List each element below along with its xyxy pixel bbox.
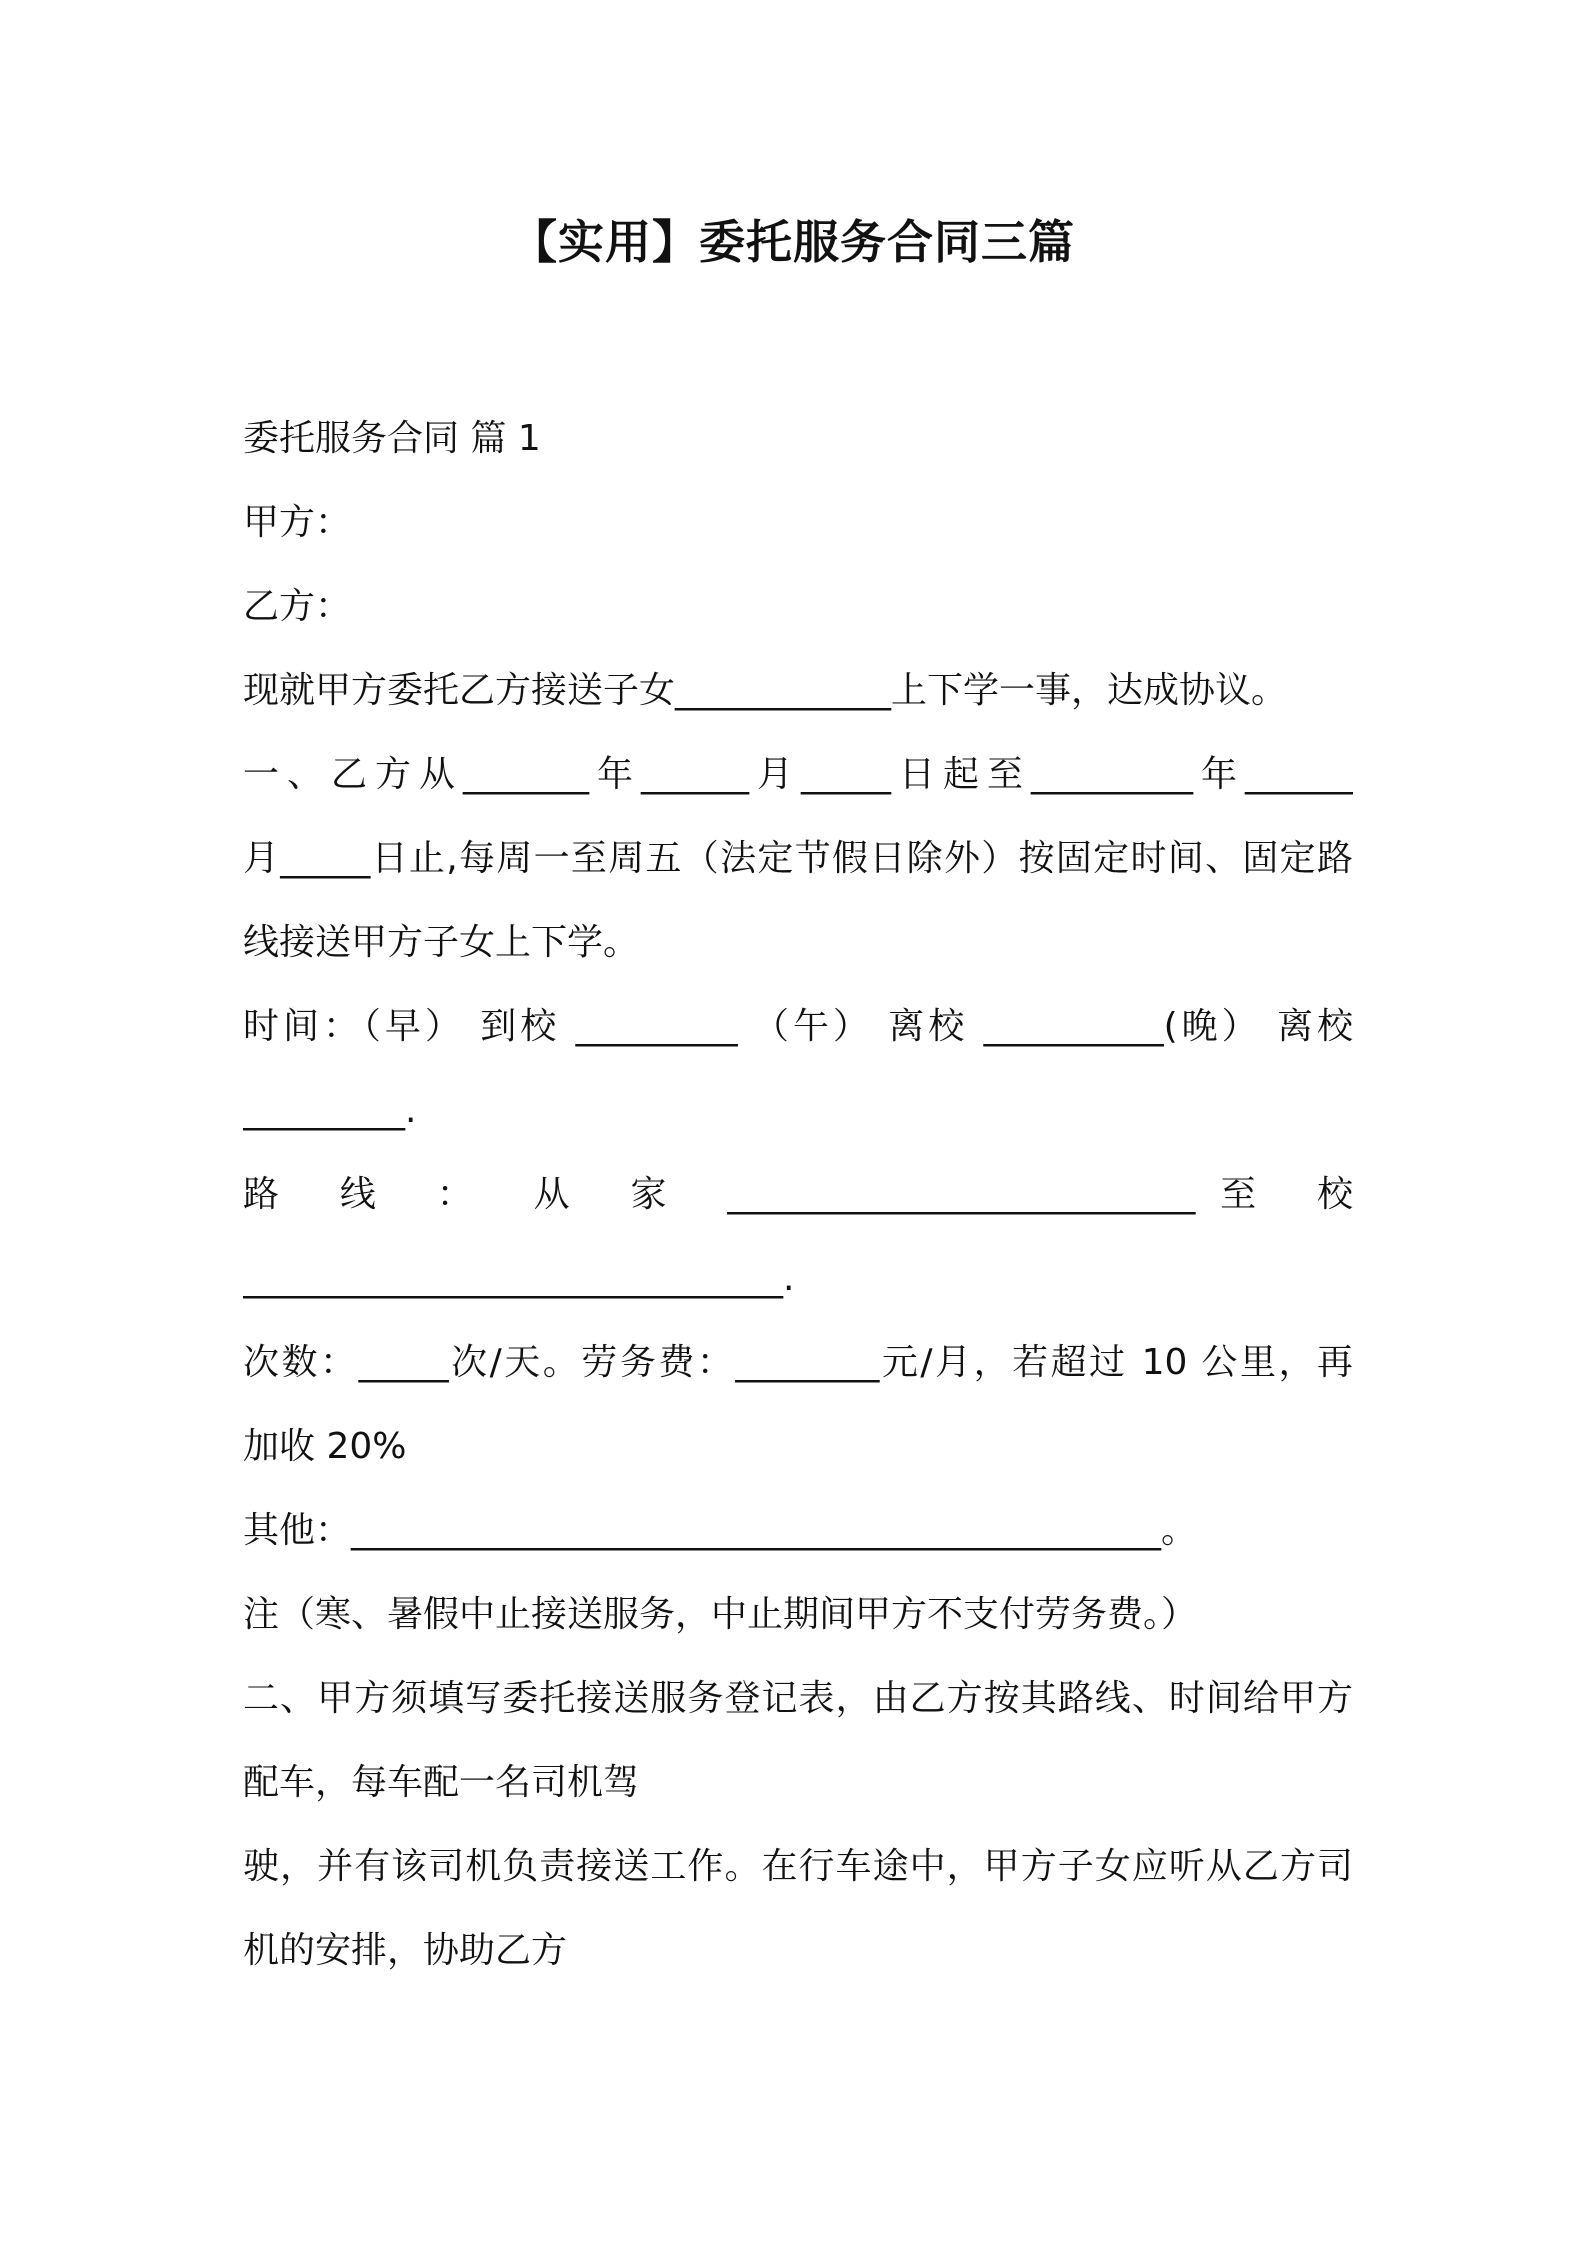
route-line-continued: ______________________________. <box>243 1258 795 1299</box>
party-a-line: 甲方： <box>243 502 352 543</box>
paragraph-line: 驶，并有该司机负责接送工作。在行车途中，甲方子女应听从乙方司 <box>243 1846 1353 1887</box>
fee-line-continued: 加收 20% <box>243 1426 407 1467</box>
paragraph-line: 线接送甲方子女上下学。 <box>243 922 640 963</box>
time-line: 时间：（早） 到校 _________ （午） 离校 __________(晚） 离校 <box>243 1006 1353 1047</box>
paragraph-line: 配车，每车配一名司机驾 <box>243 1762 640 1803</box>
fee-line: 次数：_____次/天。劳务费：________元/月，若超过 10 公里，再 <box>243 1342 1353 1383</box>
paragraph-line: 月_____日止,每周一至周五（法定节假日除外）按固定时间、固定路 <box>243 838 1353 879</box>
section-heading: 委托服务合同 篇 1 <box>243 418 541 459</box>
paragraph-line: 二、甲方须填写委托接送服务登记表，由乙方按其路线、时间给甲方 <box>243 1678 1353 1719</box>
paragraph-line: 现就甲方委托乙方接送子女____________上下学一事，达成协议。 <box>243 670 1288 711</box>
other-line: 其他：_____________________________________________。 <box>243 1510 1198 1551</box>
paragraph-line: 机的安排，协助乙方 <box>243 1930 568 1971</box>
time-line-continued: _________. <box>243 1090 417 1131</box>
paragraph-line: 一、乙方从_______年______月_____日起至_________年______ <box>243 754 1353 795</box>
route-line: 路 线 ： 从 家 __________________________至 校 <box>243 1174 1353 1215</box>
note-line: 注（寒、暑假中止接送服务，中止期间甲方不支付劳务费。） <box>243 1594 1198 1635</box>
document-title: 【实用】委托服务合同三篇 <box>511 215 1075 269</box>
party-b-line: 乙方： <box>243 586 352 627</box>
